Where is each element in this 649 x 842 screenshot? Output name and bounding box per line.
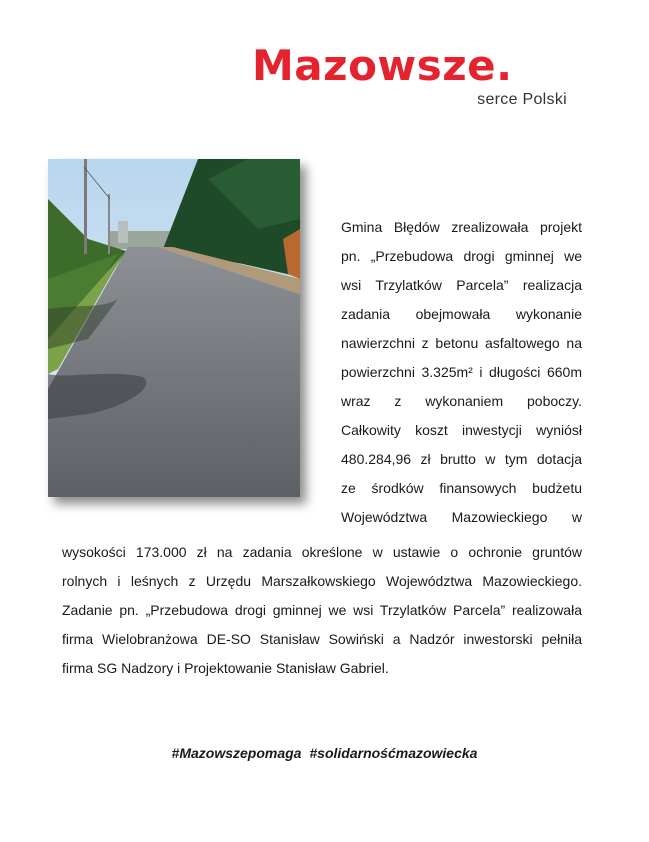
svg-text:Mazowsze.: Mazowsze. <box>252 41 513 90</box>
article-line: 480.284,96 zł brutto w tym dotacja <box>341 451 582 467</box>
article-line: wysokości 173.000 zł na zadania określone w ustawie o ochronie gruntów <box>62 544 582 560</box>
article-line: pn. „Przebudowa drogi gminnej we <box>341 248 582 264</box>
article-line: Całkowity koszt inwestycji wyniósł <box>341 422 582 438</box>
article-line: wraz z wykonaniem poboczy. <box>341 393 582 409</box>
logo-tagline: serce Polski <box>477 91 567 108</box>
hashtag: #Mazowszepomaga <box>171 745 302 761</box>
hashtag: #solidarnośćmazowiecka <box>309 745 478 761</box>
mazowsze-wordmark-icon <box>252 40 582 95</box>
article-line: nawierzchni z betonu asfaltowego na <box>341 335 582 351</box>
article-line: wsi Trzylatków Parcela” realizacja <box>341 277 582 293</box>
article-line: Zadanie pn. „Przebudowa drogi gminnej we wsi Trzylatków Parcela” realizowała <box>62 602 582 618</box>
article-line: rolnych i leśnych z Urzędu Marszałkowskiego Województwa Mazowieckiego. <box>62 573 582 589</box>
article-line: firma SG Nadzory i Projektowanie Stanisław Gabriel. <box>62 660 389 676</box>
article-line: Województwa Mazowieckiego w <box>341 509 582 525</box>
article-full-text <box>62 538 582 683</box>
mazowsze-logo <box>252 40 582 120</box>
article-line: firma Wielobranżowa DE-SO Stanisław Sowiński a Nadzór inwestorski pełniła <box>62 631 582 647</box>
article-line: Gmina Błędów zrealizowała projekt <box>341 219 582 235</box>
road-photo <box>48 159 300 497</box>
article-line: powierzchni 3.325m² i długości 660m <box>341 364 582 380</box>
article-column-text <box>341 213 582 532</box>
hashtags <box>0 745 649 761</box>
article-line: ze środków finansowych budżetu <box>341 480 582 496</box>
article-line: zadania obejmowała wykonanie <box>341 306 582 322</box>
